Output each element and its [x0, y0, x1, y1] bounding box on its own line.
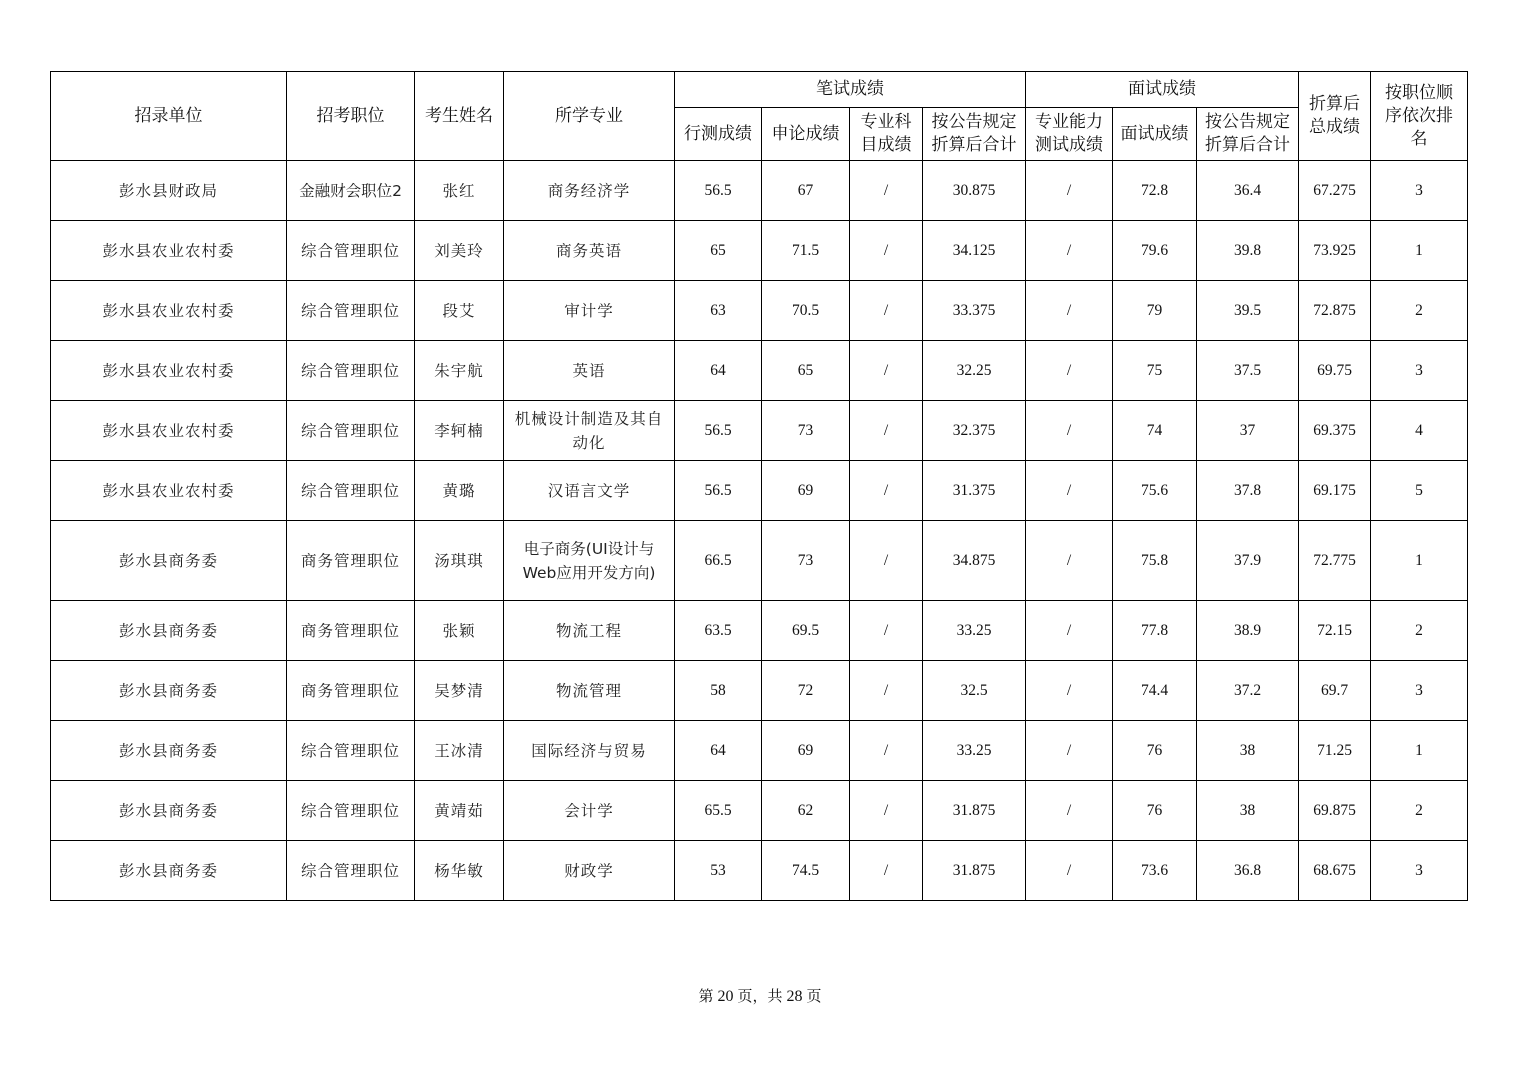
- cell-major: 英语: [504, 341, 675, 401]
- cell-shenlun: 62: [762, 781, 850, 841]
- table-row: [51, 661, 1468, 721]
- cell-interview-converted: 36.8: [1197, 841, 1299, 901]
- cell-rank: 3: [1371, 161, 1468, 221]
- cell-unit: 彭水县商务委: [51, 841, 287, 901]
- cell-interview: 72.8: [1113, 161, 1197, 221]
- cell-shenlun: 71.5: [762, 221, 850, 281]
- cell-unit: 彭水县财政局: [51, 161, 287, 221]
- cell-interview-converted: 37.2: [1197, 661, 1299, 721]
- cell-shenlun: 69.5: [762, 601, 850, 661]
- cell-subject: /: [850, 401, 923, 461]
- table-row: [51, 521, 1468, 601]
- cell-rank: 2: [1371, 781, 1468, 841]
- header-total: 折算后总成绩: [1299, 72, 1371, 161]
- cell-shenlun: 65: [762, 341, 850, 401]
- table-row: [51, 341, 1468, 401]
- table-row: [51, 161, 1468, 221]
- cell-position: 综合管理职位: [287, 281, 415, 341]
- footer-current-page: 20: [717, 988, 734, 1005]
- cell-written-converted: 32.25: [923, 341, 1026, 401]
- cell-shenlun: 70.5: [762, 281, 850, 341]
- header-unit: 招录单位: [51, 72, 287, 161]
- header-shenlun: 申论成绩: [762, 108, 850, 161]
- cell-position: 综合管理职位: [287, 781, 415, 841]
- footer-middle: 页，共: [737, 987, 783, 1005]
- cell-ability: /: [1026, 601, 1113, 661]
- cell-subject: /: [850, 341, 923, 401]
- cell-shenlun: 69: [762, 721, 850, 781]
- cell-name: 黄靖茹: [415, 781, 504, 841]
- cell-ability: /: [1026, 281, 1113, 341]
- cell-shenlun: 73: [762, 521, 850, 601]
- footer-total-pages: 28: [786, 988, 803, 1005]
- cell-name: 刘美玲: [415, 221, 504, 281]
- cell-position: 综合管理职位: [287, 721, 415, 781]
- cell-name: 吴梦清: [415, 661, 504, 721]
- cell-total: 72.15: [1299, 601, 1371, 661]
- cell-total: 71.25: [1299, 721, 1371, 781]
- cell-ability: /: [1026, 721, 1113, 781]
- cell-interview-converted: 38: [1197, 781, 1299, 841]
- cell-unit: 彭水县农业农村委: [51, 401, 287, 461]
- cell-major: 审计学: [504, 281, 675, 341]
- cell-position: 综合管理职位: [287, 341, 415, 401]
- cell-interview-converted: 38.9: [1197, 601, 1299, 661]
- cell-interview: 79.6: [1113, 221, 1197, 281]
- cell-name: 王冰清: [415, 721, 504, 781]
- cell-interview: 76: [1113, 781, 1197, 841]
- cell-shenlun: 72: [762, 661, 850, 721]
- cell-ability: /: [1026, 221, 1113, 281]
- cell-interview: 75.6: [1113, 461, 1197, 521]
- cell-unit: 彭水县农业农村委: [51, 221, 287, 281]
- header-xingce: 行测成绩: [675, 108, 762, 161]
- cell-ability: /: [1026, 781, 1113, 841]
- cell-position: 综合管理职位: [287, 401, 415, 461]
- cell-subject: /: [850, 461, 923, 521]
- cell-position: 商务管理职位: [287, 521, 415, 601]
- cell-xingce: 64: [675, 721, 762, 781]
- cell-shenlun: 73: [762, 401, 850, 461]
- cell-interview-converted: 38: [1197, 721, 1299, 781]
- cell-interview-converted: 39.8: [1197, 221, 1299, 281]
- cell-total: 69.7: [1299, 661, 1371, 721]
- cell-subject: /: [850, 841, 923, 901]
- cell-subject: /: [850, 781, 923, 841]
- cell-written-converted: 33.375: [923, 281, 1026, 341]
- cell-written-converted: 34.125: [923, 221, 1026, 281]
- cell-written-converted: 33.25: [923, 721, 1026, 781]
- header-major: 所学专业: [504, 72, 675, 161]
- cell-interview-converted: 39.5: [1197, 281, 1299, 341]
- header-rank: 按职位顺序依次排名: [1371, 72, 1468, 161]
- table-row: [51, 721, 1468, 781]
- cell-ability: /: [1026, 341, 1113, 401]
- cell-total: 69.875: [1299, 781, 1371, 841]
- cell-subject: /: [850, 161, 923, 221]
- cell-major: 物流管理: [504, 661, 675, 721]
- cell-written-converted: 33.25: [923, 601, 1026, 661]
- cell-major: 物流工程: [504, 601, 675, 661]
- cell-ability: /: [1026, 841, 1113, 901]
- cell-written-converted: 30.875: [923, 161, 1026, 221]
- cell-subject: /: [850, 721, 923, 781]
- cell-position: 商务管理职位: [287, 661, 415, 721]
- table-row: [51, 281, 1468, 341]
- cell-unit: 彭水县商务委: [51, 661, 287, 721]
- cell-subject: /: [850, 521, 923, 601]
- cell-position: 金融财会职位2: [287, 161, 415, 221]
- cell-name: 杨华敏: [415, 841, 504, 901]
- header-written-converted: 按公告规定折算后合计: [923, 108, 1026, 161]
- table-header: [51, 72, 1468, 161]
- cell-xingce: 65.5: [675, 781, 762, 841]
- cell-total: 73.925: [1299, 221, 1371, 281]
- cell-ability: /: [1026, 401, 1113, 461]
- header-subject: 专业科目成绩: [850, 108, 923, 161]
- table-row: [51, 601, 1468, 661]
- cell-name: 张红: [415, 161, 504, 221]
- cell-written-converted: 31.875: [923, 841, 1026, 901]
- cell-name: 汤琪琪: [415, 521, 504, 601]
- cell-written-converted: 32.5: [923, 661, 1026, 721]
- cell-total: 69.175: [1299, 461, 1371, 521]
- cell-name: 李轲楠: [415, 401, 504, 461]
- cell-unit: 彭水县商务委: [51, 601, 287, 661]
- cell-unit: 彭水县商务委: [51, 521, 287, 601]
- cell-interview-converted: 37.9: [1197, 521, 1299, 601]
- cell-shenlun: 74.5: [762, 841, 850, 901]
- cell-position: 商务管理职位: [287, 601, 415, 661]
- cell-written-converted: 31.875: [923, 781, 1026, 841]
- cell-position: 综合管理职位: [287, 221, 415, 281]
- header-position: 招考职位: [287, 72, 415, 161]
- table-row: [51, 461, 1468, 521]
- cell-total: 72.875: [1299, 281, 1371, 341]
- cell-major: 财政学: [504, 841, 675, 901]
- cell-xingce: 56.5: [675, 461, 762, 521]
- cell-major: 国际经济与贸易: [504, 721, 675, 781]
- cell-unit: 彭水县农业农村委: [51, 461, 287, 521]
- cell-major: 商务英语: [504, 221, 675, 281]
- cell-major: 会计学: [504, 781, 675, 841]
- cell-ability: /: [1026, 661, 1113, 721]
- cell-rank: 1: [1371, 721, 1468, 781]
- page-footer: [0, 985, 1520, 1006]
- cell-name: 黄璐: [415, 461, 504, 521]
- cell-unit: 彭水县商务委: [51, 781, 287, 841]
- cell-position: 综合管理职位: [287, 841, 415, 901]
- cell-interview: 75: [1113, 341, 1197, 401]
- cell-xingce: 56.5: [675, 161, 762, 221]
- cell-interview: 76: [1113, 721, 1197, 781]
- table-row: [51, 401, 1468, 461]
- cell-interview-converted: 37: [1197, 401, 1299, 461]
- table-row: [51, 781, 1468, 841]
- cell-ability: /: [1026, 461, 1113, 521]
- header-ability: 专业能力测试成绩: [1026, 108, 1113, 161]
- cell-xingce: 56.5: [675, 401, 762, 461]
- cell-major: 汉语言文学: [504, 461, 675, 521]
- cell-interview: 73.6: [1113, 841, 1197, 901]
- cell-total: 68.675: [1299, 841, 1371, 901]
- cell-total: 67.275: [1299, 161, 1371, 221]
- header-interview-group: 面试成绩: [1026, 72, 1299, 108]
- cell-subject: /: [850, 601, 923, 661]
- cell-rank: 3: [1371, 661, 1468, 721]
- cell-interview: 79: [1113, 281, 1197, 341]
- cell-total: 69.75: [1299, 341, 1371, 401]
- cell-rank: 2: [1371, 601, 1468, 661]
- footer-prefix: 第: [698, 987, 714, 1005]
- cell-major: 机械设计制造及其自动化: [504, 401, 675, 461]
- cell-xingce: 65: [675, 221, 762, 281]
- cell-xingce: 53: [675, 841, 762, 901]
- cell-xingce: 63: [675, 281, 762, 341]
- cell-rank: 1: [1371, 221, 1468, 281]
- cell-major: 电子商务(UI设计与Web应用开发方向): [504, 521, 675, 601]
- cell-interview-converted: 36.4: [1197, 161, 1299, 221]
- cell-interview-converted: 37.8: [1197, 461, 1299, 521]
- cell-interview: 75.8: [1113, 521, 1197, 601]
- cell-rank: 3: [1371, 341, 1468, 401]
- cell-subject: /: [850, 661, 923, 721]
- footer-suffix: 页: [806, 987, 822, 1005]
- cell-rank: 3: [1371, 841, 1468, 901]
- cell-interview: 77.8: [1113, 601, 1197, 661]
- cell-written-converted: 31.375: [923, 461, 1026, 521]
- header-interview: 面试成绩: [1113, 108, 1197, 161]
- cell-subject: /: [850, 281, 923, 341]
- cell-written-converted: 32.375: [923, 401, 1026, 461]
- cell-name: 张颖: [415, 601, 504, 661]
- cell-unit: 彭水县农业农村委: [51, 281, 287, 341]
- cell-major: 商务经济学: [504, 161, 675, 221]
- cell-interview: 74: [1113, 401, 1197, 461]
- cell-shenlun: 69: [762, 461, 850, 521]
- cell-interview: 74.4: [1113, 661, 1197, 721]
- cell-ability: /: [1026, 521, 1113, 601]
- cell-shenlun: 67: [762, 161, 850, 221]
- cell-xingce: 63.5: [675, 601, 762, 661]
- cell-xingce: 66.5: [675, 521, 762, 601]
- cell-name: 段艾: [415, 281, 504, 341]
- cell-xingce: 58: [675, 661, 762, 721]
- header-interview-converted: 按公告规定折算后合计: [1197, 108, 1299, 161]
- cell-rank: 2: [1371, 281, 1468, 341]
- header-name: 考生姓名: [415, 72, 504, 161]
- cell-unit: 彭水县农业农村委: [51, 341, 287, 401]
- cell-unit: 彭水县商务委: [51, 721, 287, 781]
- table-row: [51, 221, 1468, 281]
- table-row: [51, 841, 1468, 901]
- cell-subject: /: [850, 221, 923, 281]
- cell-xingce: 64: [675, 341, 762, 401]
- cell-total: 72.775: [1299, 521, 1371, 601]
- cell-name: 朱宇航: [415, 341, 504, 401]
- cell-total: 69.375: [1299, 401, 1371, 461]
- cell-written-converted: 34.875: [923, 521, 1026, 601]
- header-written-group: 笔试成绩: [675, 72, 1026, 108]
- score-table: [50, 71, 1468, 901]
- cell-position: 综合管理职位: [287, 461, 415, 521]
- cell-rank: 5: [1371, 461, 1468, 521]
- cell-interview-converted: 37.5: [1197, 341, 1299, 401]
- cell-rank: 4: [1371, 401, 1468, 461]
- cell-ability: /: [1026, 161, 1113, 221]
- table-body: [51, 161, 1468, 901]
- cell-rank: 1: [1371, 521, 1468, 601]
